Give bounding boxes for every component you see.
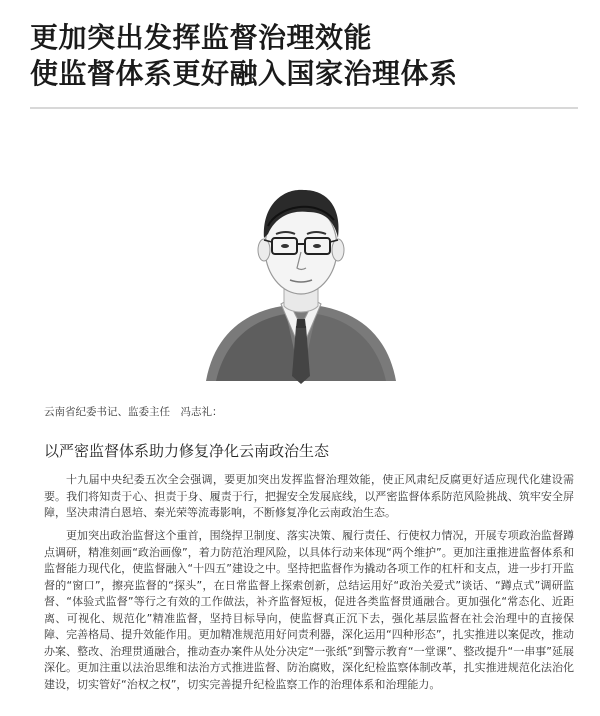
body-paragraph: 更加突出政治监督这个重首，围绕捍卫制度、落实决策、履行责任、行使权力情况，开展专项政治监督蹲点调研，精准刻画“政治画像”，着力防范治理风险，以具体行动来体现“两个维护”。更加注重推进监督体系和监督能力现代化，使监督融入“十四五”建设之中。坚持把监督作为撬动各项工作的杠杆和支点，进一步打开监督的“窗口”，擦亮监督的“探头”，在日常监督上探索创新，总结运用好“政治关爱式”谈话、“蹲点式”调研监督、“体验式监督”等行之有效的工作做法，补齐监督短板，促进各类监督贯通融合。更加强化“常态化、近距离、可视化、规范化”精准监督，坚持目标导向，使监督真正沉下去，强化基层监督在社会治理中的直接保障、完善格局、提升效能作用。更加精准规范用好问责利器，深化运用“四种形态”，扎实推进以案促改，推动办案、整改、治理贯通融合，推动查办案件从处分决定“一张纸”到警示教育“一堂课”、整改提升“一串事”延展深化。更加注重以法治思维和法治方式推进监督、防治腐败，深化纪检监察体制改革，扎实推进规范化法治化建设，切实管好“治权之权”，切实完善提升纪检监察工作的治理体系和治理能力。 <box>44 529 574 691</box>
article-headline <box>30 20 590 92</box>
portrait-sketch-icon <box>196 176 406 386</box>
headline-line-2: 使监督体系更好融入国家治理体系 <box>30 57 458 90</box>
article-subtitle: 以严密监督体系助力修复净化云南政治生态 <box>44 442 330 460</box>
header-divider <box>30 107 578 109</box>
headline-line-1: 更加突出发挥监督治理效能 <box>30 21 373 54</box>
author-byline: 云南省纪委书记、监委主任 冯志礼： <box>44 406 223 418</box>
body-paragraph: 十九届中央纪委五次全会强调，要更加突出发挥监督治理效能，使正风肃纪反腐更好适应现代化建设需要。我们将知责于心、担责于身、履责于行，把握安全发展底线，以严密监督体系防范风险挑战、筑牢安全屏障，坚决肃清白恩培、秦光荣等流毒影响，不断修复净化云南政治生态。 <box>44 473 574 519</box>
